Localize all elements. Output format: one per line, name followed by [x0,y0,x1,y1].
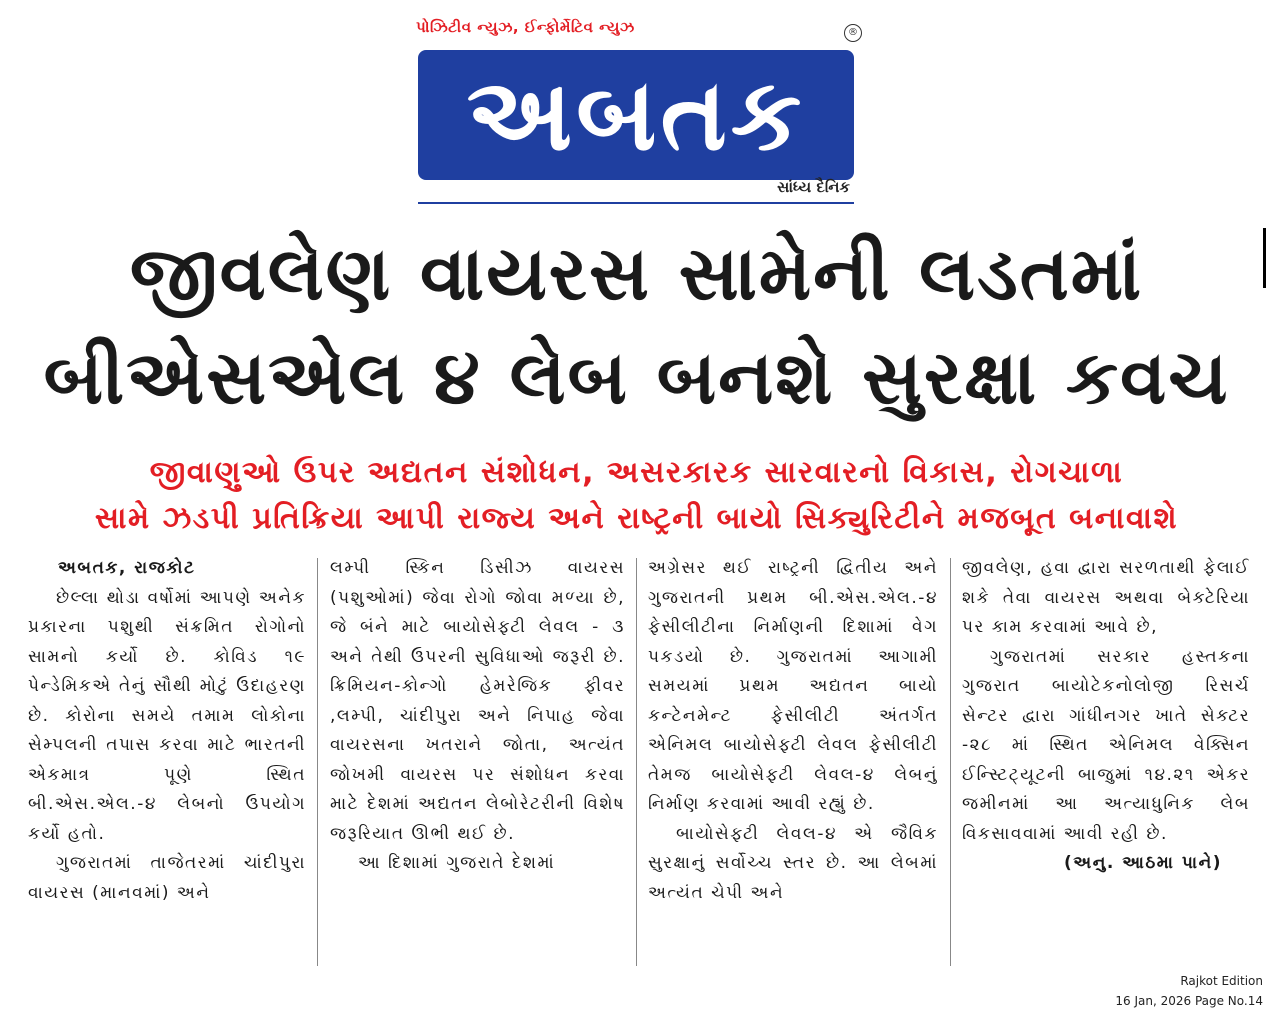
article-paragraph: આ દિશામાં ગુજરાતે દેશમાં [358,853,556,873]
edge-rule [1263,228,1266,288]
article-column-2 [330,554,625,964]
dateline: અબતક, રાજકોટ [58,558,196,578]
article-paragraph: ગુજરાતમાં સરકાર હસ્તકના ગુજરાત બાયોટેકનોલોજી રિસર્ચ સેન્ટર દ્વારા ગાંધીનગર ખાતે સેક્ટર -૨૮ માં સ્થિત એનિમલ વેક્સિન ઈન્સ્ટિટ્યૂટની બાજુમાં ૧૪.૨૧ એકર જમીનમાં આ અત્યાધુનિક લેબ વિકસાવવામાં આવી રહી છે. [962,646,1250,844]
newspaper-logo: અબતક [418,50,854,180]
edition-label: Rajkot Edition [1180,974,1263,988]
article-paragraph: ગુજરાતમાં તાજેતરમાં ચાંદીપુરા વાયરસ (માનવમાં) અને [28,853,306,903]
masthead-subtitle: સાંધ્ય દૈનિક [777,178,850,196]
masthead-tagline: પોઝિટીવ ન્યુઝ, ઈન્ફોર્મેટિવ ન્યુઝ [416,18,635,36]
masthead [410,14,860,204]
column-divider [317,558,318,966]
article-paragraph: બાયોસેફ્ટી લેવલ-૪ એ જૈવિક સુરક્ષાનું સર્વોચ્ચ સ્તર છે. આ લેબમાં અત્યંત ચેપી અને [648,823,938,903]
article-paragraph: જીવલેણ, હવા દ્વારા સરળતાથી ફેલાઈ શકે તેવા વાયરસ અથવા બેક્ટેરિયા પર કામ કરવામાં આવે છે, [962,558,1250,637]
subheadline-line-1: જીવાણુઓ ઉપર અદ્યતન સંશોધન, અસરકારક સારવારનો વિકાસ, રોગચાળા [149,455,1124,490]
continuation-note: (અનુ. આઠમા પાને) [1064,853,1222,873]
column-divider [950,558,951,966]
registered-mark: ® [844,24,862,42]
article-paragraph: અગ્રેસર થઈ રાષ્ટ્રની દ્વિતીય અને ગુજરાતની પ્રથમ બી.એસ.એલ.-૪ ફેસીલીટીના નિર્માણની દિશામાં વેગ પકડયો છે. ગુજરાતમાં આગામી સમયમાં પ્રથમ અદ્યતન બાયો કન્ટેનમેન્ટ ફેસીલીટી અંતર્ગત એનિમલ બાયોસેફ્ટી લેવલ ફેસીલીટી તેમજ બાયોસેફ્ટી લેવલ-૪ લેબનું નિર્માણ કરવામાં આવી રહ્યું છે. [648,558,938,814]
headline-line-2: બીએસએલ ૪ લેબ બનશે સુરક્ષા કવચ [43,335,1230,421]
article-paragraph: છેલ્લા થોડા વર્ષોમાં આપણે અનેક પ્રકારના પશુથી સંક્રમિત રોગોનો સામનો કર્યો છે. કોવિડ ૧૯ પેન્ડેમિકએ તેનું સૌથી મોટું ઉદાહરણ છે. કોરોના સમયે તમામ લોકોના સેમ્પલની તપાસ કરવા માટે ભારતની એકમાત્ર પૂણે સ્થિત બી.એસ.એલ.-૪ લેબનો ઉપયોગ કર્યો હતો. [28,587,306,844]
masthead-rule [418,202,854,204]
article-column-3 [648,554,938,964]
article-paragraph: લમ્પી સ્કિન ડિસીઝ વાયરસ (પશુઓમાં) જેવા રોગો જોવા મળ્યા છે, જે બંને માટે બાયોસેફ્ટી લેવલ - ૩ અને તેથી ઉપરની સુવિધાઓ જરૂરી છે. ક્રિમિયન-કોન્ગો હેમરેજિક ફીવર ,લમ્પી, ચાંદીપુરા અને નિપાહ જેવા વાયરસના ખતરાને જોતા, અત્યંત જોખમી વાયરસ પર સંશોધન કરવા માટે દેશમાં અદ્યતન લેબોરેટરીની વિશેષ જરૂરિયાત ઊભી થઈ છે. [330,558,625,844]
date-page-label: 16 Jan, 2026 Page No.14 [1115,994,1263,1008]
column-divider [636,558,637,966]
headline-line-1: જીવલેણ વાયરસ સામેની લડતમાં [129,231,1144,317]
article-column-1 [28,554,306,964]
subheadline-line-2: સામે ઝડપી પ્રતિક્રિયા આપી રાજ્ય અને રાષ્ટ્રની બાયો સિક્યુરિટીને મજબૂત બનાવાશે [94,501,1179,536]
article-column-4 [962,554,1250,964]
